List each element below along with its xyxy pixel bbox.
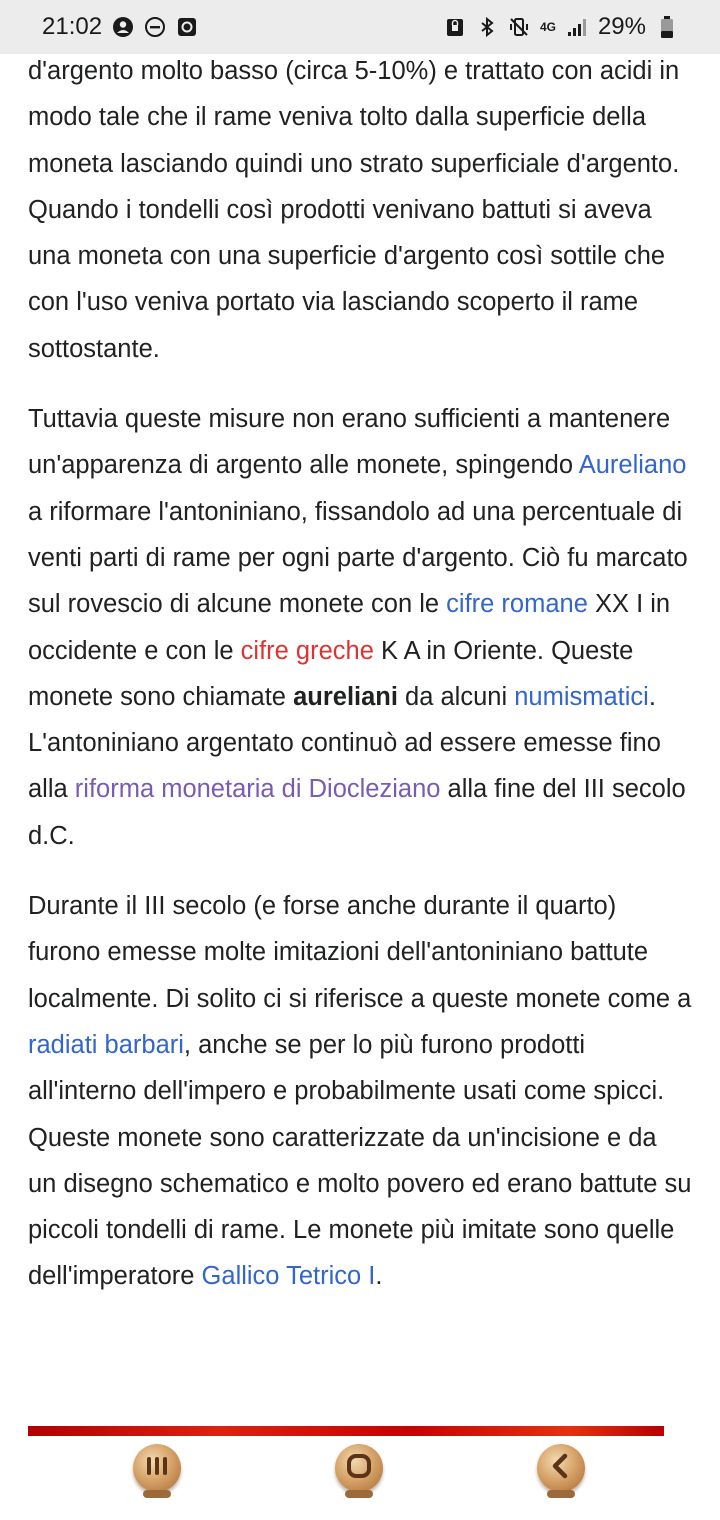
status-right xyxy=(444,13,678,41)
paragraph-1 xyxy=(28,48,692,372)
text-segment: XX I in occidente e con le xyxy=(28,590,671,665)
navigation-bar xyxy=(0,1436,720,1520)
network-4g-label: 4G xyxy=(539,20,556,34)
text-segment: . xyxy=(375,1262,383,1291)
status-bar xyxy=(0,0,720,54)
home-icon xyxy=(344,1451,374,1486)
bluetooth-icon xyxy=(476,16,498,38)
link-radiati-barbari[interactable]: radiati barbari xyxy=(28,1030,184,1059)
bold-term-aureliani: aureliani xyxy=(293,682,398,711)
recent-apps-button[interactable] xyxy=(133,1444,181,1492)
paragraph-2 xyxy=(28,396,692,859)
account-icon xyxy=(112,16,134,38)
status-left xyxy=(42,13,198,41)
lock-icon xyxy=(444,16,466,38)
link-tetrico[interactable]: Gallico Tetrico I xyxy=(201,1262,376,1291)
back-icon xyxy=(546,1451,576,1486)
recent-apps-icon xyxy=(142,1454,172,1483)
link-cifre-greche[interactable]: cifre greche xyxy=(240,636,374,665)
link-aureliano[interactable]: Aureliano xyxy=(578,451,687,480)
article-content xyxy=(28,48,692,1300)
text-segment: , anche se per lo più furono prodotti all'interno dell'impero e probabilmente usati come spicci. Queste monete sono caratterizzate da un'incisione e da un disegno schematico e molto povero ed erano battute su piccoli tondelli di rame. Le monete più imitate sono quelle dell'imperatore xyxy=(28,1030,692,1291)
battery-icon xyxy=(656,16,678,38)
screen-record-icon xyxy=(176,16,198,38)
text-segment: . L'antoniniano argentato continuò ad essere emesse fino alla xyxy=(28,682,661,804)
back-button[interactable] xyxy=(537,1444,585,1492)
text-segment: da alcuni xyxy=(397,682,515,711)
text-segment: Durante il III secolo (e forse anche durante il quarto) furono emesse molte imitazioni dell'antoniniano battute localmente. Di solito ci si riferisce a queste monete come a xyxy=(28,892,692,1013)
decorative-banner xyxy=(28,1426,664,1436)
do-not-disturb-icon xyxy=(144,16,166,38)
link-riforma-monetaria[interactable]: riforma monetaria di Diocleziano xyxy=(74,775,441,804)
paragraph-3 xyxy=(28,883,692,1300)
home-button[interactable] xyxy=(335,1444,383,1492)
battery-percent: 29% xyxy=(597,13,646,40)
link-cifre-romane[interactable]: cifre romane xyxy=(446,590,588,619)
paragraph-1-text: d'argento molto basso (circa 5-10%) e trattato con acidi in modo tale che il rame veniva tolto dalla superficie della moneta lasciando quindi uno strato superficiale d'argento. Quando i tondelli così prodotti venivano battuti si aveva una moneta con una superficie d'argento così sottile che con l'uso veniva portato via lasciando scoperto il rame sottostante. xyxy=(28,57,680,363)
text-segment: Tuttavia queste misure non erano sufficienti a mantenere un'apparenza di argento alle monete, spingendo xyxy=(28,405,671,480)
status-time: 21:02 xyxy=(42,13,103,40)
text-segment: a riformare l'antoniniano, fissandolo ad una percentuale di venti parti di rame per ogni parte d'argento. Ciò fu marcato sul rovescio di alcune monete con le xyxy=(28,497,688,619)
link-numismatici[interactable]: numismatici xyxy=(514,682,649,711)
signal-icon xyxy=(566,16,588,38)
text-segment: alla fine del III secolo d.C. xyxy=(28,775,686,850)
text-segment: K A in Oriente. Queste monete sono chiamate xyxy=(28,636,634,711)
vibrate-icon xyxy=(508,16,530,38)
